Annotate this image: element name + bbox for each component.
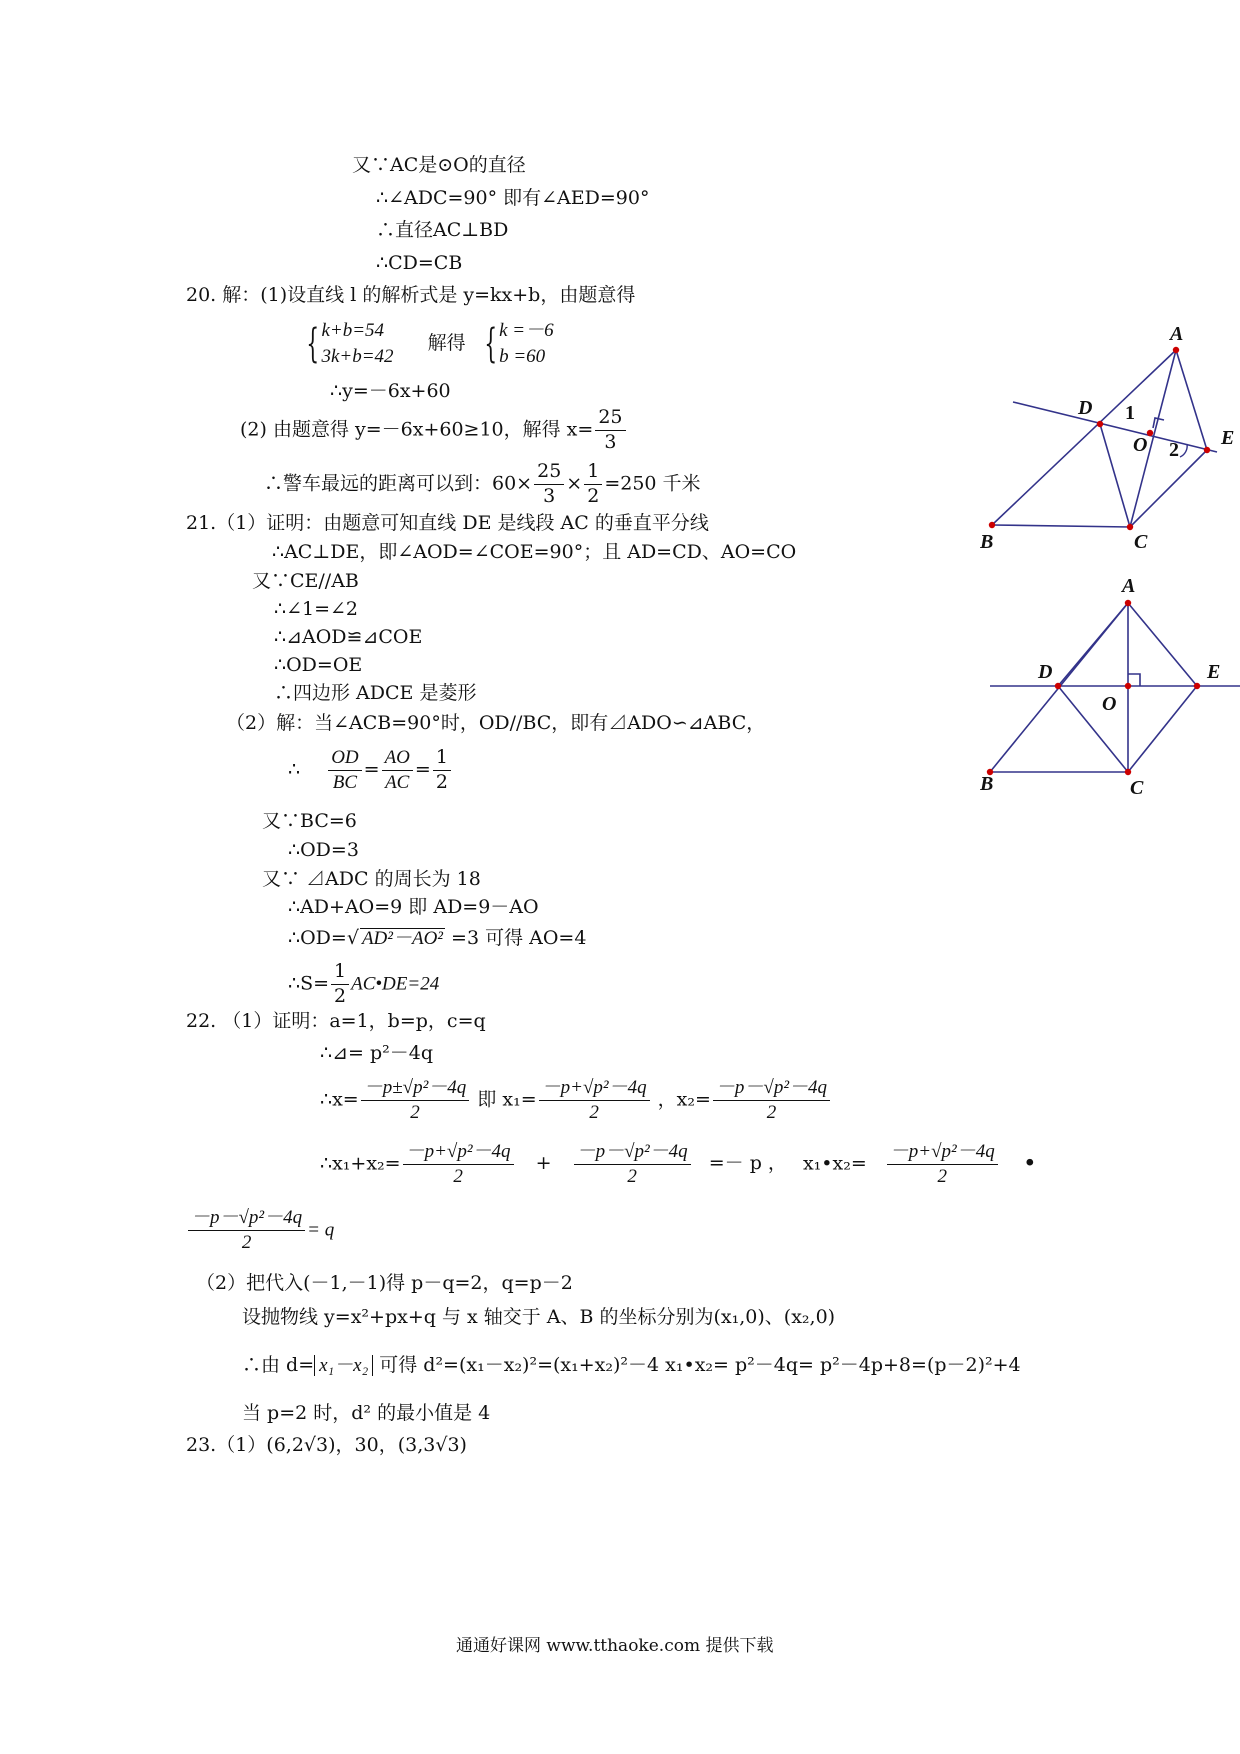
label-E: E [1207, 661, 1221, 683]
label-B: B [980, 531, 994, 550]
proof-line: ∴⊿AOD≌⊿COE [274, 626, 423, 648]
proof-line: （2）把代入(－1,－1)得 p－q=2，q=p－2 [196, 1272, 573, 1294]
proof-line: ∴⊿= p²－4q [320, 1042, 433, 1064]
problem-21-head: 21.（1）证明：由题意可知直线 DE 是线段 AC 的垂直平分线 [186, 512, 709, 534]
product-line: $\frac{\text{－p－√p²－4q}}{2}$ = q [186, 1208, 334, 1253]
label-A: A [1122, 575, 1136, 597]
label-A: A [1170, 323, 1184, 345]
proof-line: 又∵ ⊿ADC 的周长为 18 [262, 868, 481, 890]
sqrt-line: ∴OD=√ AD²－AO² =3 可得 AO=4 [288, 927, 587, 949]
result-line: ∴y=－6x+60 [330, 380, 451, 402]
part-2-line: (2) 由题意得 y=－6x+60≥10，解得 x= $\frac{25}{3}$ [240, 408, 628, 453]
proof-line: ∴AC⊥DE，即∠AOD=∠COE=90°；且 AD=CD、AO=CO [272, 541, 797, 563]
footer-text: 通通好课网 www.tthaoke.com 提供下载 [456, 1636, 774, 1656]
label-O: O [1102, 693, 1117, 715]
label-D: D [1038, 661, 1053, 683]
proof-line: （2）解：当∠ACB=90°时，OD//BC，即有⊿ADO∽⊿ABC， [226, 712, 766, 734]
label-C: C [1134, 531, 1148, 550]
ratio-line: ∴ $\frac{OD}{BC}$ = $\frac{AO}{AC}$ = $\frac{1}{2}$ [288, 748, 453, 793]
proof-line: 又∵AC是⊙O的直径 [352, 154, 526, 176]
proof-line: ∴四边形 ADCE 是菱形 [274, 682, 477, 704]
vertex-points [987, 600, 1200, 775]
proof-line: ∴OD=OE [274, 654, 363, 676]
problem-20-head: 20. 解：(1)设直线 l 的解析式是 y=kx+b，由题意得 [186, 284, 636, 306]
label-D: D [1078, 397, 1093, 419]
proof-line: ∴AD+AO=9 即 AD=9－AO [288, 896, 539, 918]
problem-22-head: 22. （1）证明：a=1，b=p，c=q [186, 1010, 486, 1032]
proof-line: 又∵CE//AB [252, 570, 359, 592]
label-1: 1 [1125, 402, 1135, 424]
proof-line: 设抛物线 y=x²+px+q 与 x 轴交于 A、B 的坐标分别为(x₁,0)、(x₂,0) [242, 1306, 836, 1328]
sum-product-line: ∴x₁+x₂= $\frac{\text{－p+√p²－4q}}{2}$ + $\frac{\text{－p－√p²－4q}}{2}$ =－ p ， x₁•x₂= $\frac{\text{－p+√p²－4q}}{2}$ • [320, 1141, 1036, 1187]
label-C: C [1130, 777, 1144, 798]
label-E: E [1221, 427, 1235, 449]
proof-line: ∴∠1=∠2 [274, 598, 359, 620]
area-line: ∴S= $\frac{1}{2}$ AC•DE=24 [288, 960, 440, 1007]
proof-line: 当 p=2 时，d² 的最小值是 4 [242, 1402, 491, 1424]
figure-1 [980, 320, 1240, 550]
proof-line: ∴OD=3 [288, 839, 359, 861]
equation-system: { k+b=54 3k+b=42 解得 { k =－6 b =60 [306, 320, 554, 367]
distance-formula-line: ∴由 d= x₁－x₂ 可得 d²=(x₁－x₂)²=(x₁+x₂)²－4 x₁•x₂= p²－4q= p²－4p+8=(p－2)²+4 [242, 1354, 1021, 1376]
proof-line: ∴∠ADC=90° 即有∠AED=90° [376, 187, 650, 209]
label-B: B [980, 773, 994, 795]
figure-2 [980, 568, 1240, 798]
proof-line: 又∵BC=6 [262, 810, 357, 832]
proof-line: ∴直径AC⊥BD [376, 219, 509, 241]
label-O: O [1133, 434, 1148, 456]
problem-23-line: 23.（1）(6,2√3)，30，(3,3√3) [186, 1434, 467, 1456]
distance-line: ∴警车最远的距离可以到：60× $\frac{25}{3}$ × $\frac{1}{2}$ =250 千米 [264, 460, 701, 507]
proof-line: ∴CD=CB [376, 252, 463, 274]
label-2: 2 [1169, 439, 1179, 461]
roots-line: ∴x= $\frac{\text{－p±√p²－4q}}{2}$ 即 x₁= $\frac{\text{－p+√p²－4q}}{2}$ ，x₂= $\frac{\text{－p－√p²－4q}}{2}$ [320, 1078, 832, 1123]
